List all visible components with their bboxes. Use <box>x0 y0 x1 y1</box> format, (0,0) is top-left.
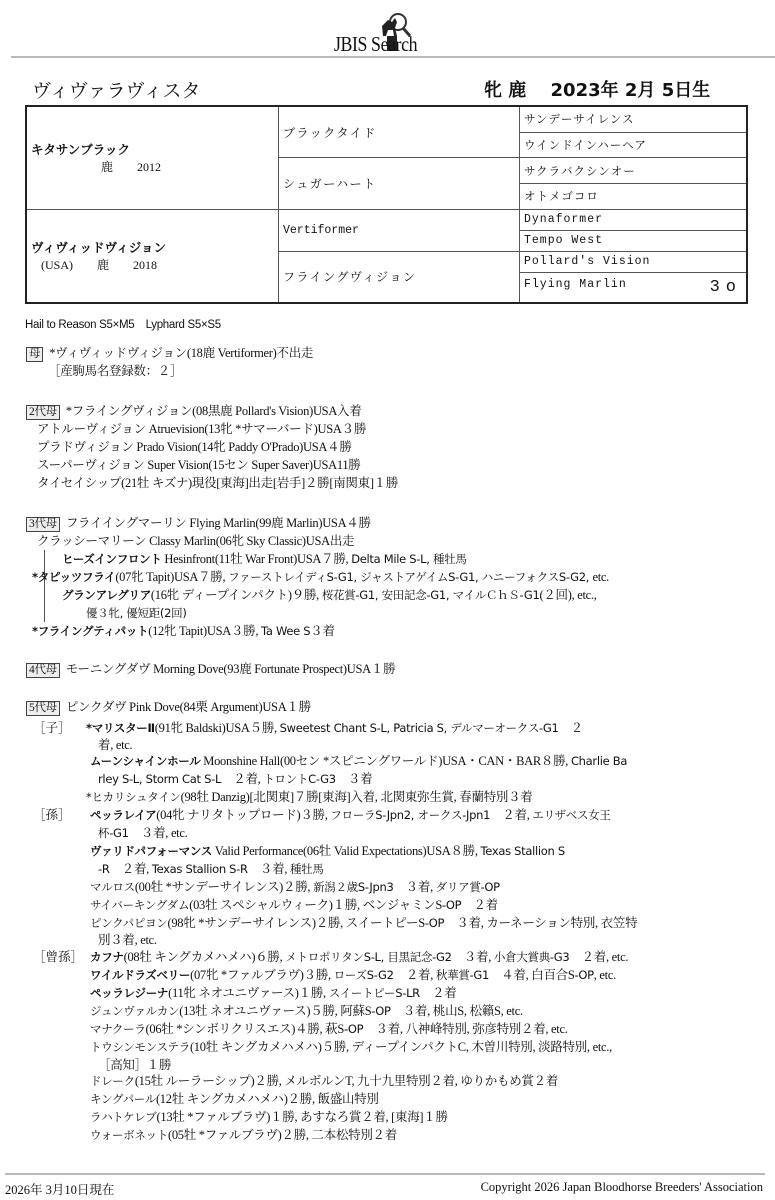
race-text: Charlie Ba <box>570 754 628 768</box>
sire-sire[interactable]: ブラックタイド <box>279 106 520 158</box>
horse-name-bold: ペッラレジーナ <box>90 986 169 1000</box>
record-text: ２着 <box>419 986 457 1000</box>
horse-name-bold: カフナ <box>90 950 124 964</box>
dam-badge: 母 <box>26 347 43 362</box>
race-text: *ヒカリシュタイン <box>86 790 181 804</box>
record-text: ピンクダヴ Pink Dove(84栗 Argument)USA１勝 <box>65 700 311 714</box>
list-item <box>86 720 583 736</box>
record-text: *ヴィヴィッドヴィジョン(18鹿 Vertiformer)不出走 <box>49 346 314 360</box>
race-text: マルロス <box>90 880 135 894</box>
record-text: フライイングマーリン Flying Marlin(99鹿 Marlin)USA４勝 <box>65 516 371 530</box>
list-item <box>62 551 467 567</box>
record-text: ３着, 八神峰特別, 弥彦特別２着, etc. <box>363 1022 568 1036</box>
record-text: (11牝 ネオユニヴァース)１勝, <box>168 986 329 1000</box>
race-text: OP <box>347 1022 364 1036</box>
list-item <box>90 879 500 895</box>
record-text: ３着, <box>393 880 436 894</box>
race-text: OP <box>428 916 445 930</box>
list-item <box>37 475 398 491</box>
list-item <box>90 1021 568 1037</box>
race-text: マナクーラ <box>90 1022 146 1036</box>
record-text: (13牡 ネオユニヴァース)５勝, 阿蘇S- <box>179 1004 376 1018</box>
race-text: サイバーキングダム <box>90 898 190 912</box>
record-text: ２ <box>558 721 583 735</box>
horse-name-bold: ヴァリドパフォーマンス <box>90 844 212 858</box>
ancestor[interactable]: サンデーサイレンス <box>520 106 748 132</box>
record-text: ［産駒馬名登録数：２］ <box>48 364 183 378</box>
race-text: Texas Stallion S-R <box>151 862 248 876</box>
record-text: 着, etc. <box>98 738 133 752</box>
list-item <box>98 932 157 948</box>
list-item <box>90 1073 558 1089</box>
race-text: 秋華賞-G1 <box>435 968 489 982</box>
g3-line <box>26 515 371 532</box>
g2-badge: 2代母 <box>26 405 60 420</box>
sire-cell[interactable] <box>26 106 279 209</box>
record-text: Valid Performance(06牡 Valid Expectations)USA８勝, <box>211 844 481 858</box>
record-text: スーパーヴィジョン Super Vision(15セン Super Saver)USA11勝 <box>37 458 361 472</box>
race-text: 桜花賞-G1, 安田記念-G1, マイルＣｈＳ-G1 <box>321 588 540 602</box>
horse-name-bold: *マリスターⅡ <box>86 721 155 735</box>
horse-name-bold: ワイルドラズベリー <box>90 968 191 982</box>
horse-name: ヴィヴァラヴィスタ <box>32 80 201 102</box>
race-text: 小倉大賞典-G3 <box>493 950 570 964</box>
record-text: (06牡 *シンボリクリスエス)４勝, 萩S- <box>145 1022 348 1036</box>
sire-detail: 鹿 2012 <box>101 160 162 175</box>
ancestor[interactable]: Pollard's Vision <box>520 251 748 272</box>
record-text: Hesinfront(11牡 War Front)USA７勝, <box>161 552 352 566</box>
race-text: トウシンモンステラ <box>90 1040 190 1054</box>
race-text: OP <box>578 968 594 982</box>
horse-info: 牝 鹿 2023年 2月 5日生 <box>484 80 711 101</box>
race-text: スイートピーS-LR <box>328 986 420 1000</box>
list-item <box>90 1039 612 1055</box>
record-text: (98牡 Danzig)[北関東]７勝[東海]入着, 北関東弥生賞, 春蘭特別３着 <box>180 790 533 804</box>
record-text: (15牡 ルーラーシップ)２勝, メルボルンT, 九十九里特別２着, ゆりかもめ賞２着 <box>134 1074 559 1088</box>
sire-dam[interactable]: シュガーハート <box>279 158 520 209</box>
race-text: ファーストレイディS-G1, ジャストアゲイムS-G1, ハニーフォクスS-G2, <box>228 570 593 584</box>
record-text: (12牝 Tapit)USA３勝, <box>148 624 262 638</box>
record-text: ２着, <box>490 808 533 822</box>
race-text: OP <box>445 898 462 912</box>
g3-badge: 3代母 <box>26 517 60 532</box>
record-text: Moonshine Hall(00セン *スピニングワールド)USA・CAN・BAR８勝, <box>200 754 571 768</box>
greatgrandchild-label: ［曾孫］ <box>33 950 84 964</box>
race-text: Texas Stallion S <box>480 844 565 858</box>
jbis-logo[interactable] <box>330 8 460 56</box>
race-text: OP <box>375 1004 391 1018</box>
as-of-date: 2026年 3月10日現在 <box>5 1183 115 1197</box>
header-divider <box>11 56 775 58</box>
record-text: (12牡 キングカメハメハ)２勝, 飯盛山特別 <box>155 1092 379 1106</box>
list-item <box>98 737 132 753</box>
sire-name: キタサンブラック <box>31 142 131 158</box>
record-text: ３着 <box>310 624 335 638</box>
record-text: アトルーヴィジョン Atruevision(13牝 *サマーバード)USA３勝 <box>37 422 367 436</box>
list-item <box>90 1109 448 1125</box>
race-text: Delta Mile S-L, 種牡馬 <box>351 552 467 566</box>
family-number: 3o <box>709 277 742 297</box>
race-text: rley S-L, Storm Cat S-L <box>98 772 222 786</box>
pedigree-table <box>25 105 748 304</box>
footer-divider <box>5 1173 765 1175</box>
list-item <box>37 421 366 437</box>
record-text: (03牡 スペシャルウィーク)１勝, ベンジャミンS- <box>189 898 446 912</box>
record-text: クラッシーマリーン Classy Marlin(06牝 Sky Classic)USA出走 <box>37 534 355 548</box>
horse-name-bold: グランアレグリア <box>62 588 151 602</box>
dam-cell[interactable] <box>26 209 279 303</box>
record-text: プラドヴィジョン Prado Vision(14牝 Paddy O'Prado)USA４勝 <box>37 440 352 454</box>
race-text: ピンクパピヨン <box>90 916 168 930</box>
record-text: (07牝 *ファルブラヴ)３勝, <box>190 968 334 982</box>
list-item <box>90 985 457 1001</box>
record-text: (91牝 Baldski)USA５勝, <box>154 721 280 735</box>
record-text: (98牝 *サンデーサイレンス)２勝, スイートピーS- <box>167 916 429 930</box>
race-text: 杯-G1 <box>98 826 129 840</box>
dam-detail: (USA) 鹿 2018 <box>41 258 157 273</box>
race-text: ドレーク <box>90 1074 135 1088</box>
race-text: メトロポリタンS-L, 目黒記念-G2 <box>285 950 452 964</box>
ancestor[interactable]: サクラバクシンオー <box>520 158 748 184</box>
record-text: 別３着, etc. <box>98 933 157 947</box>
list-item <box>90 967 616 983</box>
record-text: ３着, <box>451 950 494 964</box>
ancestor-last[interactable] <box>520 272 748 303</box>
record-text: (07牝 Tapit)USA７勝, <box>115 570 229 584</box>
race-text: フローラS-Jpn2, オークス-Jpn1 <box>330 808 491 822</box>
record-text: ２着, <box>393 968 436 982</box>
list-item <box>90 753 627 769</box>
list-item <box>37 457 360 473</box>
record-text: ４着, 白百合S- <box>489 968 579 982</box>
record-text: (２回), etc., <box>539 588 597 602</box>
horse-name-bold: ペッラレイア <box>90 808 157 822</box>
dam-sire[interactable]: Vertiformer <box>279 209 520 251</box>
list-item <box>90 897 498 913</box>
horse-name-bold: *タピッツフライ <box>32 570 116 584</box>
copyright: Copyright 2026 Japan Bloodhorse Breeders' Association <box>480 1180 763 1194</box>
record-text: (04牝 ナリタトップロード)３勝, <box>156 808 331 822</box>
ancestor[interactable]: ウインドインハーヘア <box>520 132 748 158</box>
horse-name-bold: *フライングティパット <box>32 624 149 638</box>
g4-badge: 4代母 <box>26 663 60 678</box>
dam-foals <box>48 363 182 379</box>
record-text: , etc. <box>593 968 616 982</box>
ancestor-name: Flying Marlin <box>524 277 627 291</box>
grandchild-label: ［孫］ <box>33 808 71 822</box>
record-text: (05牡 *ファルブラヴ)２勝, 二本松特別２着 <box>167 1128 397 1142</box>
horse-name-bold: ムーンシャインホール <box>90 754 201 768</box>
race-text: 優３牝, 優短距(2回) <box>86 606 187 620</box>
logo-text: JBIS Search <box>334 32 418 56</box>
list-item <box>90 1091 379 1107</box>
race-text: トロントC-G3 <box>263 772 336 786</box>
record-text: (08牡 キングカメハメハ)６勝, <box>123 950 286 964</box>
record-text: ３着 <box>335 772 373 786</box>
record-text: ２着, <box>221 772 264 786</box>
record-text: (10牡 キングカメハメハ)５勝, ディープインパクトC, 木曽川特別, 淡路特別, etc., <box>189 1040 612 1054</box>
race-text: Ta Wee S <box>261 624 311 638</box>
record-text: (13牡 *ファルブラヴ)１勝, あすなろ賞２着, [東海]１勝 <box>156 1110 448 1124</box>
record-text: etc. <box>592 570 609 584</box>
list-item <box>98 861 324 877</box>
list-item <box>90 843 565 859</box>
family-connector-line <box>44 550 45 622</box>
race-text: ウォーボネット <box>90 1128 168 1142</box>
record-text: ［高知］１勝 <box>98 1058 172 1072</box>
g4-line <box>26 661 395 678</box>
inbreeding: Hail to Reason S5×M5 Lyphard S5×S5 <box>25 319 221 331</box>
race-text: ジュンヴァルカン <box>90 1004 180 1018</box>
g2-line <box>26 403 361 420</box>
list-item <box>90 915 637 931</box>
ancestor[interactable]: Dynaformer <box>520 209 748 230</box>
list-item <box>98 771 372 787</box>
list-item <box>90 949 628 965</box>
record-text: ３着, 桃山S, 松籟S, etc. <box>390 1004 523 1018</box>
dam-line <box>26 345 313 362</box>
list-item <box>32 569 609 585</box>
record-text: ２着, etc. <box>569 950 629 964</box>
record-text: (00牡 *サンデーサイレンス)２勝, <box>134 880 314 894</box>
race-text: -R <box>98 862 110 876</box>
race-text: 新潟２歳S-Jpn3 <box>313 880 394 894</box>
g5-line <box>26 699 311 716</box>
dam-dam[interactable]: フライングヴィジョン <box>279 251 520 303</box>
record-text: *フライングヴィジョン(08黒鹿 Pollard's Vision)USA入着 <box>65 404 362 418</box>
record-text: (16牝 ディープインパクト)９勝, <box>150 588 322 602</box>
dam-name: ヴィヴィッドヴィジョン <box>31 240 167 256</box>
race-text: 種牡馬 <box>289 862 324 876</box>
list-item <box>90 807 611 823</box>
record-text: ２着 <box>461 898 498 912</box>
list-item <box>98 825 187 841</box>
list-item <box>32 623 335 639</box>
race-text: エリザベス女王 <box>532 808 611 822</box>
list-item <box>37 439 352 455</box>
race-text: ダリア賞-OP <box>435 880 500 894</box>
g5-badge: 5代母 <box>26 701 60 716</box>
race-text: ラハトケレブ <box>90 1110 157 1124</box>
record-text: ２着, <box>109 862 152 876</box>
child-label: ［子］ <box>33 721 71 735</box>
record-text: タイセイシップ(21牡 キズナ)現役[東海]出走[岩手]２勝[南関東]１勝 <box>37 476 399 490</box>
list-item <box>98 1057 171 1073</box>
race-text: ローズS-G2 <box>333 968 394 982</box>
list-item <box>86 605 187 621</box>
race-text: キングパール <box>90 1092 156 1106</box>
race-text: Sweetest Chant S-L, Patricia S, デルマーオークス-G1 <box>279 721 559 735</box>
list-item <box>90 1003 523 1019</box>
list-item <box>62 587 597 603</box>
record-text: モーニングダヴ Morning Dove(93鹿 Fortunate Prospect)USA１勝 <box>65 662 396 676</box>
ancestor[interactable]: オトメゴコロ <box>520 183 748 209</box>
ancestor[interactable]: Tempo West <box>520 230 748 251</box>
record-text: ３着, <box>247 862 290 876</box>
list-item <box>86 789 533 805</box>
list-item <box>37 533 354 549</box>
record-text: ３着, カーネーション特別, 衣笠特 <box>444 916 638 930</box>
record-text: ３着, etc. <box>128 826 188 840</box>
list-item <box>90 1127 397 1143</box>
horse-name-bold: ヒーズインフロント <box>62 552 162 566</box>
